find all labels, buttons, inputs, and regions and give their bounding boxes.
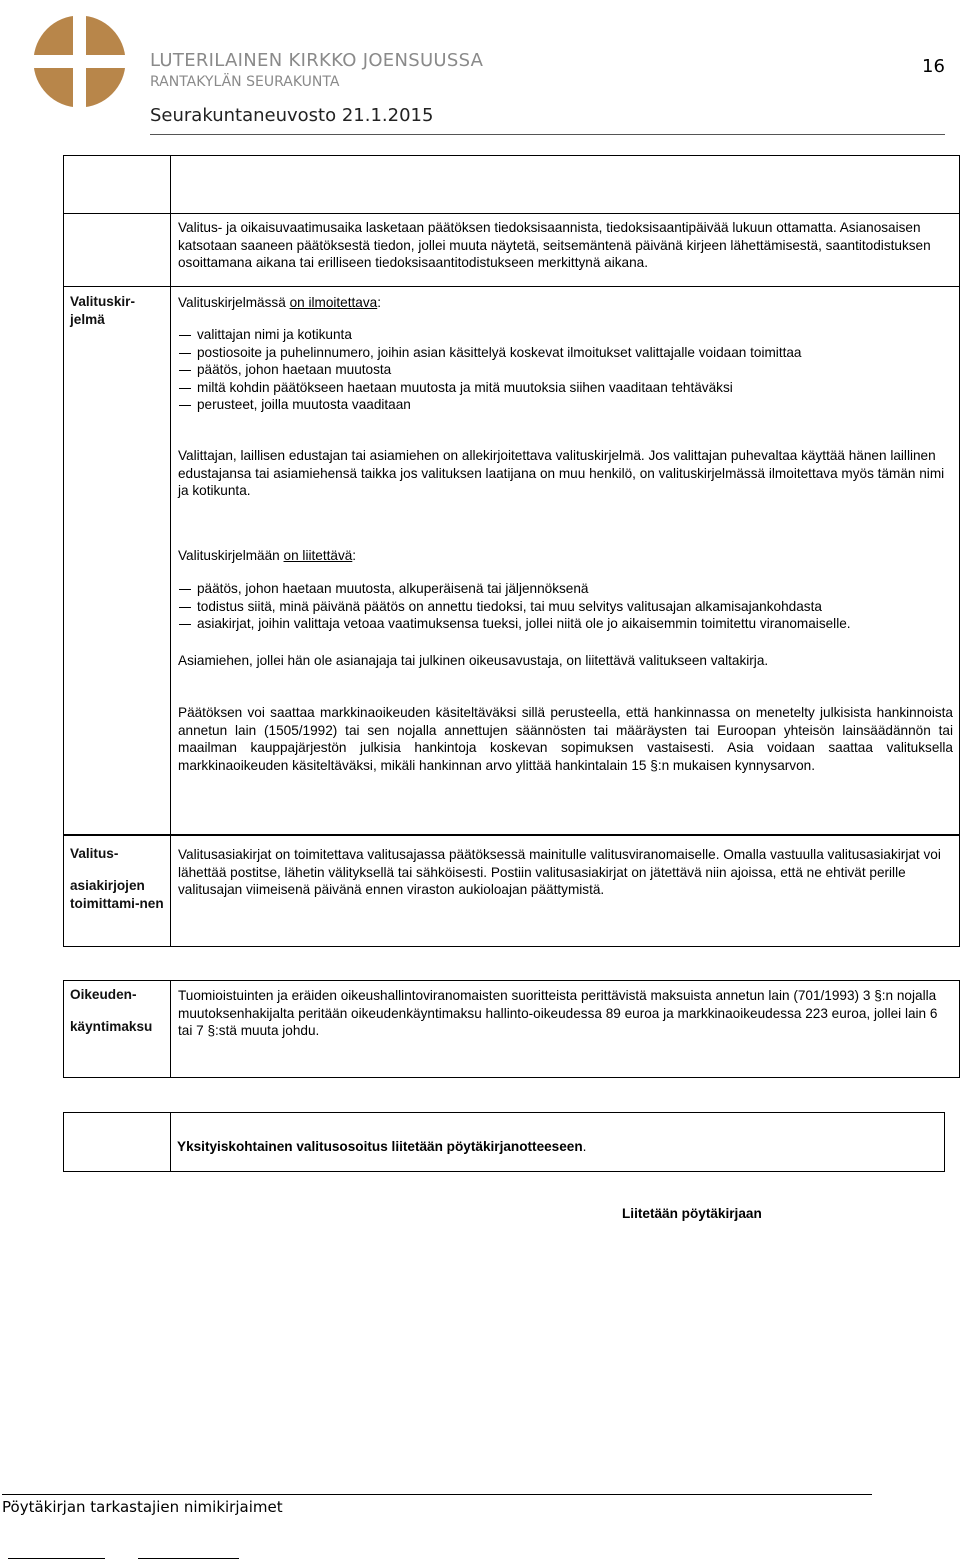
- attachments-intro: [178, 547, 953, 565]
- header-divider: [150, 134, 945, 135]
- signature-line: [138, 1558, 239, 1559]
- signing-text: Valittajan, laillisen edustajan tai asiamiehen on allekirjoitettava valituskirjelmä. Jos valittajan puhevaltaa käyttää hänen laillinen edustajansa tai asiamiehensä taikka jos valituksen laatijana on muu henkilö, on valituskirjelmässä ilmoitettava myös tämän nimi ja kotikunta.: [178, 448, 945, 498]
- fees-label-line1: Oikeuden-: [70, 987, 137, 1002]
- attach-note: Liitetään pöytäkirjaan: [622, 1206, 762, 1221]
- table-row-divider: [63, 213, 960, 214]
- notice-end: .: [582, 1139, 587, 1154]
- delivery-label-line2: asiakirjojen toimittami-nen: [70, 878, 164, 911]
- header-logo: [32, 14, 127, 109]
- notice-bold: Yksityiskohtainen valitusosoitus liitetään pöytäkirjanotteeseen: [177, 1139, 583, 1154]
- delivery-label: [70, 845, 168, 913]
- market-court-text: Päätöksen voi saattaa markkinaoikeuden käsiteltäväksi sillä perusteella, että hankinnassa on menetelty julkisista hankinnoista annetun lain (1505/1992) tai sen nojalla annettujen säännösten tai määräysten tai Euroopan yhteisön lainsäädännön tai maailman kauppajärjestön julkisia hankintoja koskevan sopimuksen vastaisesti. Asia voidaan saattaa valituksella markkinaoikeuden käsiteltäväksi, mikäli hankinnan arvo ylittää hankintalain 15 §:n mukaisen kynnysarvon.: [178, 705, 953, 773]
- table-row-divider: [63, 286, 960, 287]
- list-item: perusteet, joilla muutosta vaaditaan: [178, 396, 953, 414]
- fees-text: Tuomioistuinten ja eräiden oikeushallintoviranomaisten suoritteista perittävistä maksuista annetun lain (701/1993) 3 §:n nojalla muutoksenhakijalta peritään oikeudenkäyntimaksu hallinto-oikeudessa 89 euroa ja markkinaoikeudessa 223 euroa, jollei lain 6 tai 7 §:stä muuta johdu.: [178, 988, 938, 1038]
- list-item: päätös, johon haetaan muutosta: [178, 361, 953, 379]
- list-item: päätös, johon haetaan muutosta, alkuperäisenä tai jäljennöksenä: [178, 580, 953, 598]
- valituskirjelma-intro: [178, 294, 953, 312]
- org-name: LUTERILAINEN KIRKKO JOENSUUSSA: [150, 50, 484, 71]
- signature-line: [8, 1558, 105, 1559]
- attach-prefix: Valituskirjelmään: [178, 548, 284, 563]
- delivery-label-line1: Valitus-: [70, 846, 119, 861]
- table-column-divider: [170, 155, 171, 835]
- required-contents-list: [178, 326, 953, 414]
- list-item: postiosoite ja puhelinnumero, joihin asian käsittelyä koskevat ilmoitukset valittajalle voidaan toimittaa: [178, 344, 953, 362]
- appeal-period-text: Valitus- ja oikaisuvaatimusaika lasketaan päätöksen tiedoksisaannista, tiedoksisaantipäivää lukuun ottamatta. Asianosaisen katsotaan saaneen päätöksestä tiedon, jollei muuta näytetä, seitsemäntenä päivänä kirjeen lähettämisestä, saantitodistuksen osoittamana aikana tai erilliseen tiedoksisaantitodistukseen merkittynä aikana.: [178, 220, 931, 270]
- signatures-label: Pöytäkirjan tarkastajien nimikirjaimet: [2, 1498, 283, 1516]
- attach-suffix: :: [352, 548, 357, 563]
- notice-text: [177, 1138, 937, 1156]
- fees-label-line2: käyntimaksu: [70, 1019, 153, 1034]
- table-column-divider: [170, 980, 171, 1078]
- attachments-list: [178, 580, 953, 633]
- parish-name: RANTAKYLÄN SEURAKUNTA: [150, 74, 340, 90]
- intro-underlined: on ilmoitettava: [289, 295, 378, 310]
- list-item: todistus siitä, minä päivänä päätös on annettu tiedoksi, tai muu selvitys valitusajan alkamisajankohdasta: [178, 598, 953, 616]
- fees-label: [70, 986, 168, 1036]
- footer-rule: [2, 1494, 872, 1495]
- valituskirjelma-label: Valituskir-jelmä: [70, 294, 135, 327]
- table-column-divider: [170, 1112, 171, 1172]
- cross-logo-icon: [32, 14, 127, 109]
- page-number: 16: [922, 56, 945, 77]
- meeting-title: Seurakuntaneuvosto 21.1.2015: [150, 105, 434, 126]
- list-item: valittajan nimi ja kotikunta: [178, 326, 953, 344]
- table-column-divider: [170, 835, 171, 947]
- attach-underlined: on liitettävä: [283, 548, 353, 563]
- intro-suffix: :: [377, 295, 381, 310]
- list-item: miltä kohdin päätökseen haetaan muutosta ja mitä muutoksia siihen vaaditaan tehtäväksi: [178, 379, 953, 397]
- intro-prefix: Valituskirjelmässä: [178, 295, 290, 310]
- delivery-text: Valitusasiakirjat on toimitettava valitusajassa päätöksessä mainitulle valitusviranomaiselle. Omalla vastuulla valitusasiakirjat voi lähettää postitse, lähetin välityksellä tai sähköisesti. Postiin valitusasiakirjat on jätettävä niin ajoissa, että ne ehtivät perille valitusajan viimeisenä päivänä ennen viraston aukioloajan päättymistä.: [178, 847, 941, 897]
- list-item: asiakirjat, joihin valittaja vetoaa vaatimuksensa tueksi, jollei niitä ole jo aikaisemmin toimitettu viranomaiselle.: [178, 615, 953, 633]
- attorney-text: Asiamiehen, jollei hän ole asianajaja tai julkinen oikeusavustaja, on liitettävä valitukseen valtakirja.: [178, 653, 769, 668]
